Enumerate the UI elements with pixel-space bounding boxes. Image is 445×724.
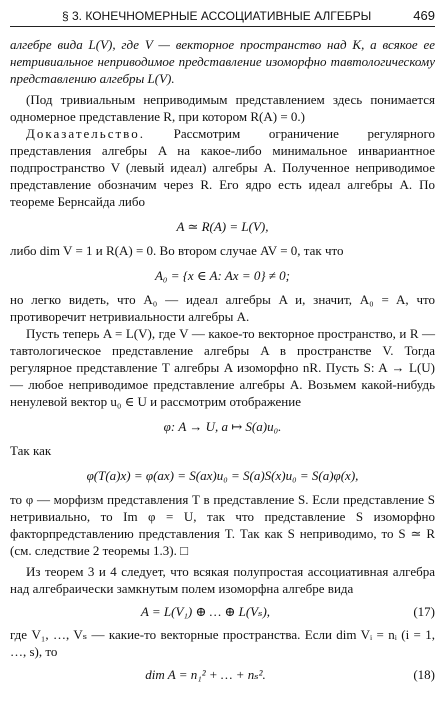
page-number: 469 [413, 8, 435, 23]
paragraph: то φ — морфизм представления T в представление S. Если представление S нетривиально, то Im φ = U, так что представление S изоморфно факторпредставлению представления T. Так как S неприводимо, то S ≃ R (см. следствие 2 теоремы 1.3). □ [10, 492, 435, 558]
page-body [10, 36, 435, 689]
paragraph: Так как [10, 443, 52, 458]
equation-18-number: (18) [413, 667, 435, 682]
remark: (Под тривиальным неприводимым представлением здесь понимается одномерное представление R, при котором R(A) = 0.) [10, 92, 435, 124]
theorem-tail: алгебре вида L(V), где V — векторное пространство над K, а всякое ее нетривиальное неприводимое представление изоморфно тавтологическому представлению алгебры L(V). [10, 37, 435, 86]
equation-17-formula: A = L(V₁) ⊕ … ⊕ L(Vₛ), [140, 604, 271, 619]
paragraph: где V₁, …, Vₛ — какие-то векторные пространства. Если dim Vᵢ = nᵢ (i = 1, …, s), то [10, 627, 435, 659]
paragraph: но легко видеть, что A₀ — идеал алгебры A и, значит, A₀ = A, что противоречит нетривиальности алгебры A. [10, 292, 435, 324]
equation-17 [10, 603, 435, 620]
equation-18-formula: dim A = n₁² + … + nₛ². [145, 667, 266, 682]
formula-map: φ: A → U, a ↦ S(a)u₀. [163, 419, 282, 434]
paragraph: Пусть теперь A = L(V), где V — какое-то векторное пространство, и R — тавтологическое представление алгебры A в пространстве V. Тогда регулярное представление T алгебры A изоморфно nR. Пусть S: A → L(U) — любое неприводимое представление алгебры A. Возьмем какой-нибудь ненулевой вектор u₀ ∈ U и рассмотрим отображение [10, 326, 435, 409]
formula-annihilator: A₀ = {x ∈ A: Ax = 0} ≠ 0; [154, 268, 291, 283]
running-header [10, 8, 435, 27]
proof-text: Рассмотрим ограничение регулярного представления алгебры A на какое-либо минимальное инвариантное подпространство V (левый идеал) алгебры A. Полученное неприводимое представление обозначим через R. Его ядро есть идеал алгебры A. По теореме Бернсайда либо [10, 126, 436, 209]
paragraph: Из теорем 3 и 4 следует, что всякая полупростая ассоциативная алгебра над алгебраически замкнутым полем изоморфна алгебре вида [10, 564, 435, 596]
running-title: § 3. КОНЕЧНОМЕРНЫЕ АССОЦИАТИВНЫЕ АЛГЕБРЫ [62, 9, 372, 23]
equation-18 [10, 666, 435, 683]
equation-17-number: (17) [413, 604, 435, 619]
proof-paragraph [10, 125, 435, 210]
paragraph: либо dim V = 1 и R(A) = 0. Во втором случае AV = 0, так что [10, 243, 344, 258]
formula-morphism: φ(T(a)x) = φ(ax) = S(ax)u₀ = S(a)S(x)u₀ = S(a)φ(x), [86, 468, 359, 483]
proof-label: Доказательство. [26, 126, 145, 141]
formula-burnside: A ≃ R(A) = L(V), [176, 219, 269, 234]
